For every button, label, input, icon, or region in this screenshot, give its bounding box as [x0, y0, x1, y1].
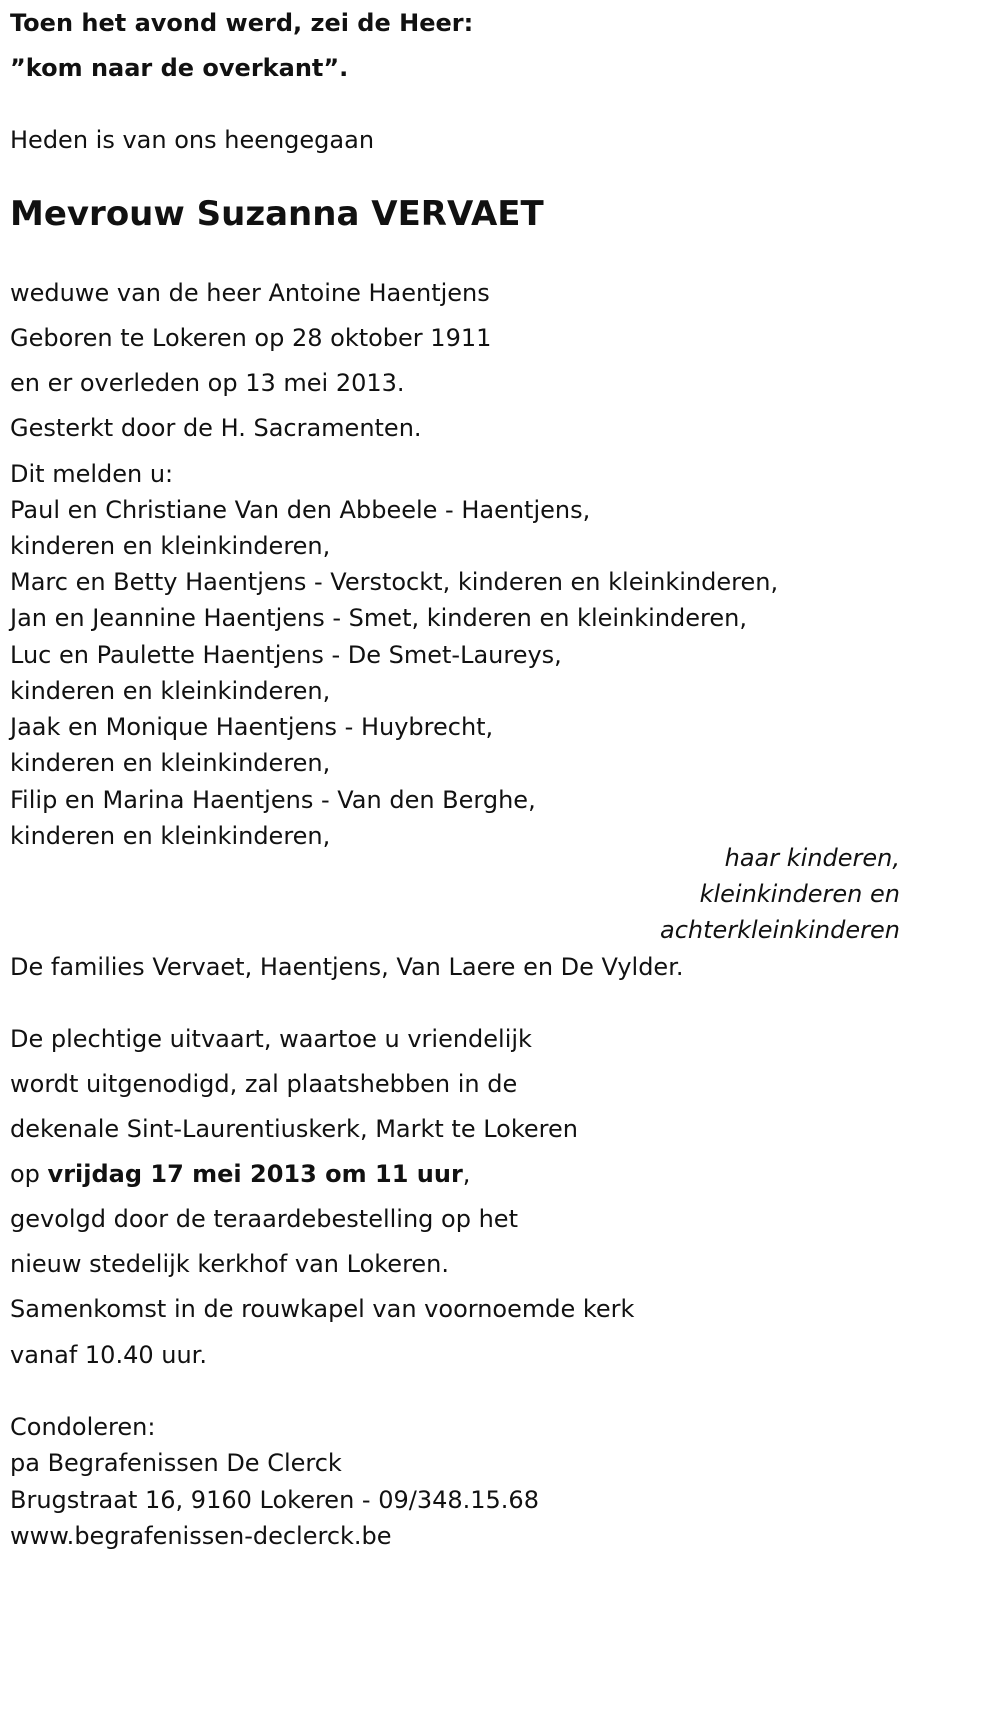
- announcer-line: Marc en Betty Haentjens - Verstockt, kinderen en kleinkinderen,: [10, 568, 779, 596]
- funeral-line: wordt uitgenodigd, zal plaatshebben in de: [10, 1070, 518, 1098]
- condolences-website[interactable]: www.begrafenissen-declerck.be: [10, 1522, 392, 1550]
- funeral-line: vanaf 10.40 uur.: [10, 1341, 207, 1369]
- announcer-line: kinderen en kleinkinderen,: [10, 532, 331, 560]
- role-line: kleinkinderen en: [699, 880, 900, 908]
- condolences-title: Condoleren:: [10, 1413, 156, 1441]
- quote-line-2: ”kom naar de overkant”.: [10, 54, 349, 82]
- funeral-line: dekenale Sint-Laurentiuskerk, Markt te Lokeren: [10, 1115, 578, 1143]
- announcer-line: kinderen en kleinkinderen,: [10, 749, 331, 777]
- role-line: haar kinderen,: [724, 844, 900, 872]
- funeral-line: nieuw stedelijk kerkhof van Lokeren.: [10, 1250, 450, 1278]
- deceased-name: Mevrouw Suzanna VERVAET: [10, 194, 544, 234]
- announcer-line: kinderen en kleinkinderen,: [10, 677, 331, 705]
- funeral-date-line: [10, 1159, 470, 1189]
- funeral-date-prefix: op: [10, 1160, 48, 1188]
- died-line: en er overleden op 13 mei 2013.: [10, 369, 405, 397]
- funeral-line: De plechtige uitvaart, waartoe u vriendelijk: [10, 1025, 532, 1053]
- families-line: De families Vervaet, Haentjens, Van Laere en De Vylder.: [10, 953, 684, 981]
- announcer-line: Filip en Marina Haentjens - Van den Berghe,: [10, 786, 536, 814]
- announcer-line: kinderen en kleinkinderen,: [10, 822, 331, 850]
- condolences-funeral-home: pa Begrafenissen De Clerck: [10, 1449, 342, 1477]
- announcer-line: Paul en Christiane Van den Abbeele - Haentjens,: [10, 496, 591, 524]
- funeral-line: Samenkomst in de rouwkapel van voornoemde kerk: [10, 1295, 635, 1323]
- spouse-line: weduwe van de heer Antoine Haentjens: [10, 279, 490, 307]
- funeral-date: vrijdag 17 mei 2013 om 11 uur: [47, 1160, 463, 1188]
- born-line: Geboren te Lokeren op 28 oktober 1911: [10, 324, 492, 352]
- sacraments-line: Gesterkt door de H. Sacramenten.: [10, 414, 422, 442]
- announcer-line: Jaak en Monique Haentjens - Huybrecht,: [10, 713, 494, 741]
- funeral-date-suffix: ,: [462, 1160, 471, 1188]
- funeral-line: gevolgd door de teraardebestelling op het: [10, 1205, 518, 1233]
- condolences-address: Brugstraat 16, 9160 Lokeren - 09/348.15.68: [10, 1486, 539, 1514]
- announcer-line: Jan en Jeannine Haentjens - Smet, kinderen en kleinkinderen,: [10, 604, 747, 632]
- announcers-intro: Dit melden u:: [10, 460, 174, 488]
- quote-line-1: Toen het avond werd, zei de Heer:: [10, 9, 474, 37]
- role-line: achterkleinkinderen: [660, 916, 900, 944]
- announcer-line: Luc en Paulette Haentjens - De Smet-Laureys,: [10, 641, 562, 669]
- intro-text: Heden is van ons heengegaan: [10, 126, 375, 154]
